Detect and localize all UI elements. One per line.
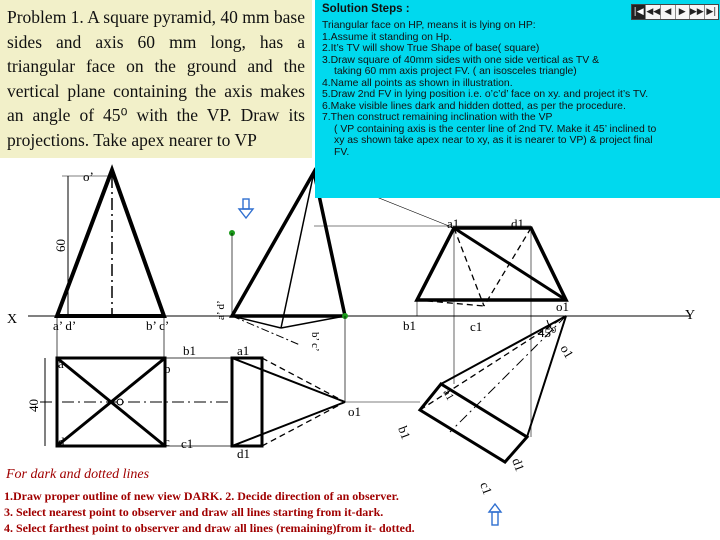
- lying-fv-axis: [232, 316, 300, 345]
- observer-arrow-down-icon: [239, 199, 253, 218]
- label-a1-mid: a1: [237, 343, 250, 358]
- problem-text: Problem 1. A square pyramid, 40 mm base sides and axis 60 mm long, has a triangular face on the ground and the vertical plane containing the axis makes an angle of 45⁰ with the VP. Draw its projections. Take apex nearer to VP: [7, 7, 305, 150]
- label-a-prime-rot: a’ d’: [215, 300, 227, 320]
- label-o1-rot: o1: [557, 342, 577, 361]
- label-y: Y: [685, 308, 696, 323]
- dark-dotted-rules: [2, 460, 472, 540]
- observer-arrow-up-icon: [489, 504, 501, 525]
- steps-list: [322, 20, 717, 158]
- label-dim-40: 40: [26, 399, 41, 412]
- label-x: X: [7, 312, 18, 327]
- label-b1-top: b1: [183, 343, 196, 358]
- final-fv-outline: [417, 228, 566, 300]
- label-a-prime-d-prime: a’ d’: [53, 318, 77, 333]
- label-b1-rot: b1: [395, 423, 414, 442]
- label-d1-rot: d1: [509, 455, 528, 474]
- problem-statement-box: [0, 0, 312, 158]
- step-line: Triangular face on HP, means it is lying on HP:: [322, 20, 536, 31]
- nav-prev-icon[interactable]: ◀: [661, 5, 675, 19]
- step-line: FV.: [334, 146, 350, 158]
- step-line: 4.Name all points as shown in illustration.: [322, 77, 513, 89]
- rule-item: 4. Select farthest point to observer and draw all lines (remaining)from it- dotted.: [4, 521, 415, 536]
- nav-first-icon[interactable]: |◀: [632, 5, 646, 19]
- step-line: xy as shown take apex near to xy, as it is nearer to VP) & project final: [334, 135, 653, 146]
- label-c: c: [164, 434, 170, 449]
- label-a1-rot: a1: [440, 387, 456, 403]
- rules-list: [4, 488, 415, 537]
- step-line: 1.Assume it standing on Hp.: [322, 31, 452, 43]
- label-c1-final: c1: [470, 319, 483, 334]
- slide-navigation: [631, 4, 719, 20]
- nav-forward-icon[interactable]: ▶▶: [689, 7, 704, 17]
- nav-next-icon[interactable]: ▶: [676, 5, 690, 19]
- label-b-prime-rot: b’ c’: [309, 332, 321, 352]
- front-view-triangle: [57, 170, 164, 316]
- label-c1-rot: c1: [477, 479, 496, 497]
- nav-last-icon[interactable]: ▶|: [706, 7, 717, 17]
- label-dim-60: 60: [53, 239, 68, 252]
- step-line: 3.Draw square of 40mm sides with one side vertical as TV &: [322, 54, 600, 66]
- rule-item: 1.Draw proper outline of new view DARK. 2. Decide direction of an observer.: [4, 489, 399, 503]
- label-d1-final: d1: [511, 216, 524, 231]
- label-angle: 45⁰: [538, 325, 557, 340]
- rule-item: 3. Select nearest point to observer and draw all lines starting from it-dark.: [4, 505, 384, 520]
- label-d: d: [58, 434, 65, 449]
- rules-title: For dark and dotted lines: [6, 467, 150, 482]
- nav-rewind-icon[interactable]: ◀◀: [646, 7, 661, 17]
- label-d1-mid: d1: [237, 446, 250, 461]
- label-o1-final: o1: [556, 299, 569, 314]
- label-b-prime-c-prime: b’ c’: [146, 318, 170, 333]
- final-tv-outline: [420, 384, 527, 462]
- label-o1-mid: o1: [348, 404, 361, 419]
- solution-steps-box: [315, 0, 720, 198]
- step-line: ( VP containing axis is the center line of 2nd TV. Make it 45’ inclined to: [334, 123, 657, 135]
- step-line: taking 60 mm axis project FV. ( an isosceles triangle): [334, 66, 577, 77]
- label-o-prime: o’: [83, 169, 94, 184]
- label-b: b: [164, 361, 171, 376]
- label-c1-top: c1: [181, 436, 194, 451]
- step-line: 6.Make visible lines dark and hidden dotted, as per the procedure.: [322, 100, 626, 112]
- label-a1-final: a1: [447, 216, 460, 231]
- label-b1-final: b1: [403, 318, 416, 333]
- second-tv-outline: [232, 358, 262, 446]
- step-line: 7.Then construct remaining inclination with the VP: [322, 112, 553, 123]
- step-line: 2.It’s TV will show True Shape of base( square): [322, 43, 540, 54]
- step-line: 5.Draw 2nd FV in lying position i.e. o’c’d’ face on xy. and project it’s TV.: [322, 89, 649, 100]
- label-a: a: [58, 356, 64, 371]
- steps-title: Solution Steps :: [322, 3, 410, 15]
